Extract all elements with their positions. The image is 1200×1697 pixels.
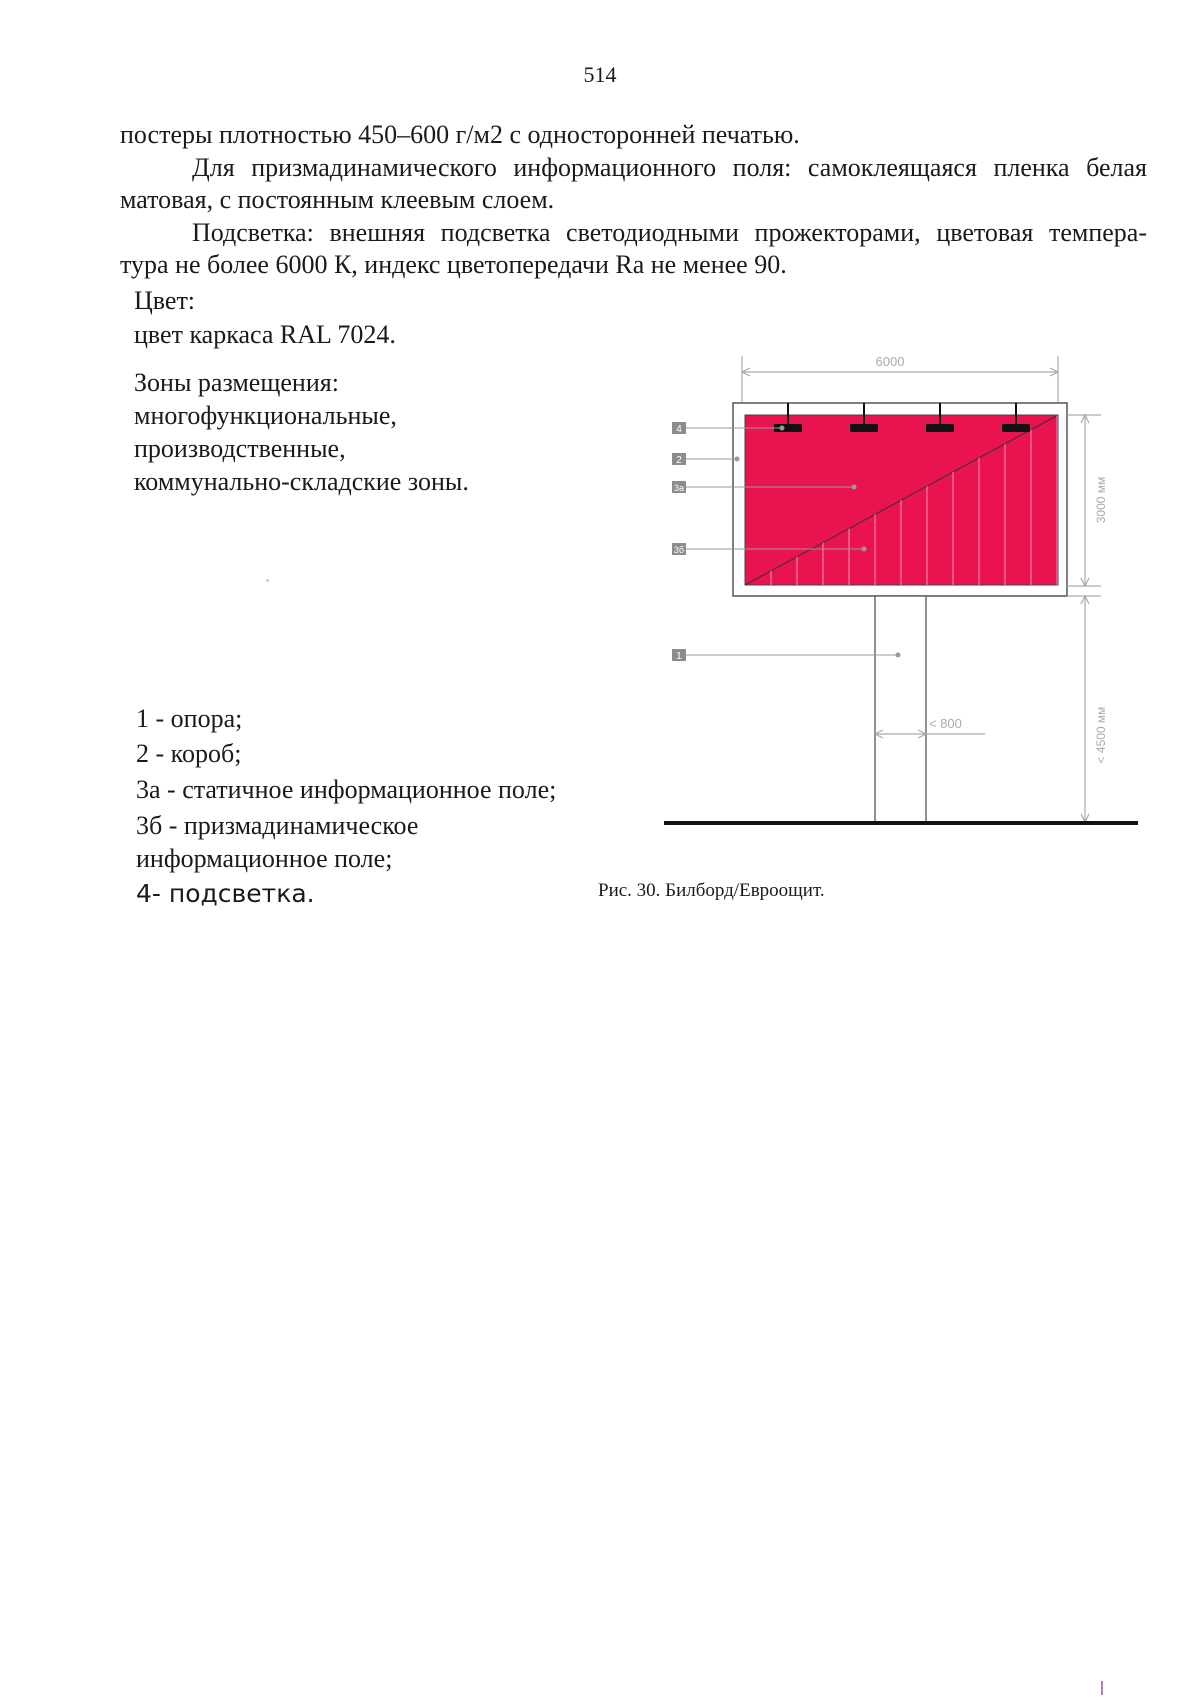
width-dimension-label: 6000 [875, 354, 905, 369]
color-value: цвет каркаса RAL 7024. [134, 320, 396, 349]
legend-item-static-field: 3а - статичное информационное поле; [136, 775, 557, 804]
svg-text:4: 4 [676, 424, 682, 435]
paragraph-lighting: Подсветка: внешняя подсветка светодиодными прожекторами, цветовая темпера- тура не более 6000 К, индекс цветопередачи Ra не менее 90. [120, 218, 1147, 279]
zones-heading: Зоны размещения: [134, 368, 339, 397]
legend-item-prism-field: 3б - призмадинамическое [136, 811, 419, 840]
support-height-label: < 4500 мм [1094, 706, 1108, 764]
legend-item-lighting: 4- подсветка. [136, 879, 315, 908]
page-number: 514 [583, 62, 617, 87]
svg-text:3а: 3а [673, 483, 685, 493]
zones-line-3: коммунально-складские зоны. [134, 467, 469, 496]
svg-text:1: 1 [676, 651, 682, 662]
figure-caption: Рис. 30. Билборд/Евроощит. [598, 880, 825, 901]
zones-line-1: многофункциональные, [134, 401, 397, 430]
color-heading: Цвет: [134, 286, 196, 315]
legend-item-box: 2 - короб; [136, 739, 242, 768]
svg-text:3б: 3б [673, 545, 685, 555]
callout-2 [672, 453, 740, 466]
zones-line-2: производственные, [134, 434, 346, 463]
legend-item-support: 1 - опора; [136, 704, 243, 733]
paragraph-posters: постеры плотностью 450–600 г/м2 с односторонней печатью. [120, 120, 800, 149]
scan-edge-mark [1101, 1681, 1103, 1695]
height-dimension-label: 3000 мм [1094, 476, 1108, 524]
legend-item-prism-field-cont: информационное поле; [136, 844, 393, 873]
support-pole [875, 596, 926, 822]
support-width-label: < 800 [929, 716, 962, 731]
paragraph-prism-field: Для призмадинамического информационного поля: самоклеящаяся пленка белая матовая, с постоянным клеевым слоем. [120, 153, 1147, 214]
scan-artifact [266, 579, 269, 582]
callout-1 [672, 649, 901, 662]
svg-text:2: 2 [676, 455, 682, 466]
